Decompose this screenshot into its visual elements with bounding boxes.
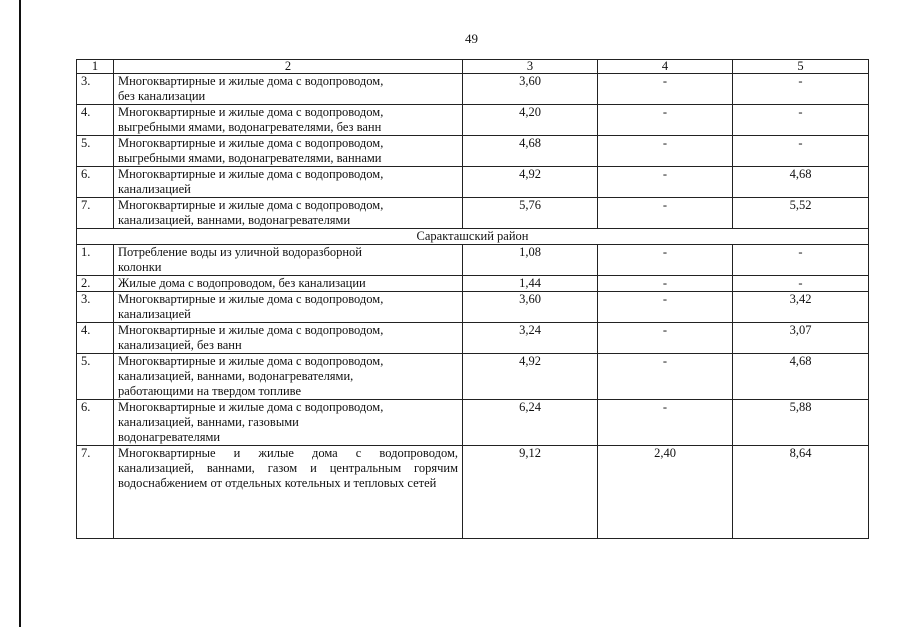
row-number: 1. (77, 245, 114, 276)
value-col-4: - (598, 292, 733, 323)
column-number-header: 2 (114, 60, 463, 74)
value-col-5: 5,88 (733, 400, 869, 446)
description-line: Многоквартирные и жилые дома с водопроводом, канализацией, ваннами, газом и центральным горячим водоснабжением от отдельных котельных и тепловых сетей (118, 446, 458, 490)
value-col-4: - (598, 354, 733, 400)
page-number: 49 (465, 31, 478, 46)
description-line: без канализации (118, 89, 206, 103)
description-line: Многоквартирные и жилые дома с водопроводом, (118, 105, 384, 119)
value-col-3: 3,24 (463, 323, 598, 354)
row-number: 5. (77, 354, 114, 400)
table-row (77, 245, 869, 276)
value-col-5: 4,68 (733, 167, 869, 198)
value-col-3: 1,44 (463, 276, 598, 292)
value-col-5: 4,68 (733, 354, 869, 400)
value-col-5: 5,52 (733, 198, 869, 229)
section-title: Саракташский район (77, 229, 869, 245)
description-line: Многоквартирные и жилые дома с водопроводом, (118, 354, 384, 368)
table-row (77, 446, 869, 539)
table-row (77, 292, 869, 323)
row-number: 2. (77, 276, 114, 292)
description-line: канализацией, ваннами, водонагревателями (118, 213, 351, 227)
row-description (114, 276, 463, 292)
description-line: водонагревателями (118, 430, 221, 444)
description-line: канализацией (118, 182, 191, 196)
table-row (77, 276, 869, 292)
row-description (114, 105, 463, 136)
description-line: канализацией, ваннами, газовыми (118, 415, 299, 429)
description-line: канализацией (118, 307, 191, 321)
table-row (77, 198, 869, 229)
value-col-3: 6,24 (463, 400, 598, 446)
table-row (77, 74, 869, 105)
description-line: Многоквартирные и жилые дома с водопроводом, (118, 74, 384, 88)
table-header-row (77, 60, 869, 74)
table-row (77, 105, 869, 136)
value-col-5: - (733, 105, 869, 136)
value-col-3: 3,60 (463, 74, 598, 105)
value-col-5: - (733, 136, 869, 167)
row-number: 5. (77, 136, 114, 167)
value-col-4: - (598, 276, 733, 292)
norms-table (76, 59, 869, 539)
value-col-4: - (598, 323, 733, 354)
description-line: Многоквартирные и жилые дома с водопроводом, (118, 323, 384, 337)
row-number: 4. (77, 105, 114, 136)
row-number: 3. (77, 292, 114, 323)
description-line: Потребление воды из уличной водоразборной (118, 245, 362, 259)
value-col-4: 2,40 (598, 446, 733, 539)
value-col-3: 3,60 (463, 292, 598, 323)
value-col-3: 1,08 (463, 245, 598, 276)
row-description (114, 245, 463, 276)
description-line: Многоквартирные и жилые дома с водопроводом, (118, 136, 384, 150)
row-number: 3. (77, 74, 114, 105)
row-number: 4. (77, 323, 114, 354)
section-row (77, 229, 869, 245)
row-description (114, 198, 463, 229)
row-description (114, 292, 463, 323)
column-number-header: 3 (463, 60, 598, 74)
value-col-4: - (598, 74, 733, 105)
description-line: канализацией, без ванн (118, 338, 242, 352)
value-col-4: - (598, 400, 733, 446)
value-col-4: - (598, 136, 733, 167)
row-description (114, 400, 463, 446)
value-col-4: - (598, 167, 733, 198)
description-line: Многоквартирные и жилые дома с водопроводом, (118, 292, 384, 306)
description-line: Жилые дома с водопроводом, без канализации (118, 276, 366, 290)
description-line: Многоквартирные и жилые дома с водопроводом, (118, 198, 384, 212)
row-description (114, 74, 463, 105)
table-row (77, 167, 869, 198)
table-row (77, 400, 869, 446)
table-row (77, 323, 869, 354)
description-line: выгребными ямами, водонагревателями, без ванн (118, 120, 382, 134)
value-col-5: - (733, 276, 869, 292)
row-description (114, 323, 463, 354)
row-number: 7. (77, 446, 114, 539)
value-col-5: 3,42 (733, 292, 869, 323)
value-col-4: - (598, 245, 733, 276)
column-number-header: 4 (598, 60, 733, 74)
value-col-5: - (733, 74, 869, 105)
row-description (114, 136, 463, 167)
value-col-3: 5,76 (463, 198, 598, 229)
value-col-4: - (598, 198, 733, 229)
description-line: работающими на твердом топливе (118, 384, 302, 398)
value-col-5: 3,07 (733, 323, 869, 354)
row-number: 6. (77, 400, 114, 446)
row-description (114, 167, 463, 198)
value-col-3: 9,12 (463, 446, 598, 539)
description-line: Многоквартирные и жилые дома с водопроводом, (118, 167, 384, 181)
value-col-5: - (733, 245, 869, 276)
value-col-3: 4,68 (463, 136, 598, 167)
left-margin-bar (19, 0, 21, 627)
description-line: Многоквартирные и жилые дома с водопроводом, (118, 400, 384, 414)
value-col-3: 4,92 (463, 354, 598, 400)
row-description (114, 446, 463, 539)
row-number: 6. (77, 167, 114, 198)
table-row (77, 354, 869, 400)
value-col-3: 4,20 (463, 105, 598, 136)
description-line: канализацией, ваннами, водонагревателями, (118, 369, 354, 383)
description-line: выгребными ямами, водонагревателями, ваннами (118, 151, 382, 165)
table-row (77, 136, 869, 167)
value-col-3: 4,92 (463, 167, 598, 198)
column-number-header: 5 (733, 60, 869, 74)
row-number: 7. (77, 198, 114, 229)
value-col-4: - (598, 105, 733, 136)
value-col-5: 8,64 (733, 446, 869, 539)
description-line: колонки (118, 260, 162, 274)
row-description (114, 354, 463, 400)
column-number-header: 1 (77, 60, 114, 74)
